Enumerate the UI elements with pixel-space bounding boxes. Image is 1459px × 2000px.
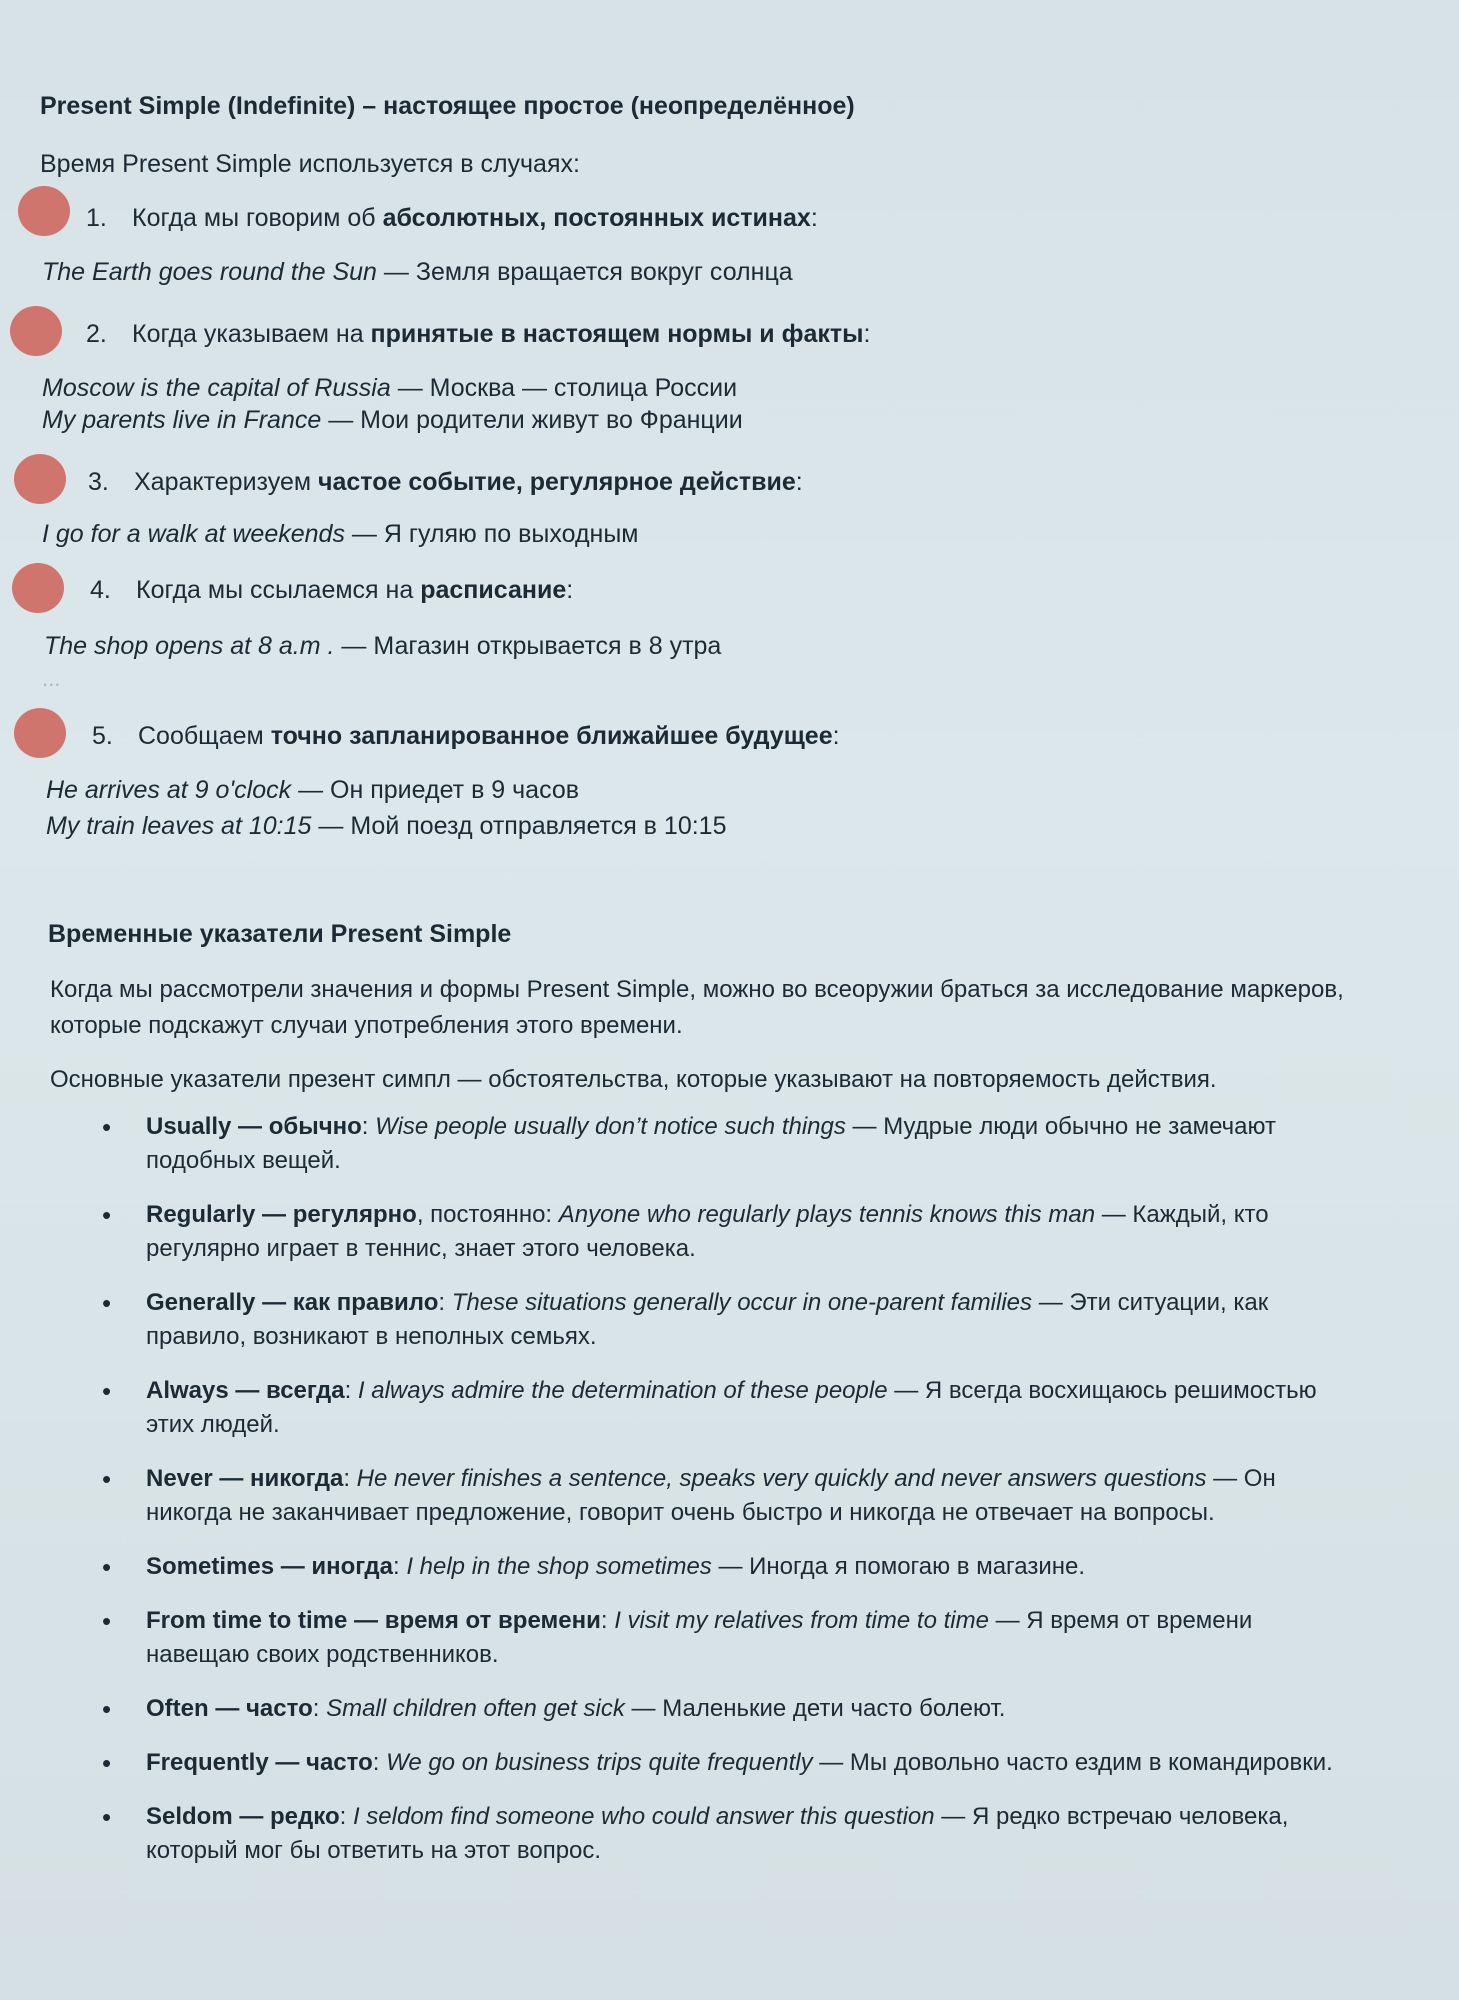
case-emphasis: принятые в настоящем нормы и факты	[370, 320, 864, 348]
list-item: • Always — всегда: I always admire the determination of these people — Я всегда восхищаюсь решимостью этих людей.	[96, 1374, 1346, 1442]
case-tail: :	[566, 576, 574, 604]
section-paragraph: Основные указатели презент симпл — обстоятельства, которые указывают на повторяемость действия.	[50, 1066, 1217, 1093]
page-title: Present Simple (Indefinite) – настоящее простое (неопределённое)	[40, 92, 855, 120]
marker-term: From time to time — время от времени	[146, 1607, 601, 1634]
red-dot-marker	[14, 708, 66, 758]
marker-example-en: I always admire the determination of these people	[357, 1377, 888, 1404]
marker-pre: , постоянно	[416, 1201, 546, 1228]
example-ru: — Я гуляю по выходным	[344, 520, 639, 548]
marker-term: Sometimes — иногда	[146, 1553, 393, 1580]
marker-term: Regularly — регулярно	[146, 1201, 417, 1228]
red-dot-marker	[10, 306, 62, 356]
marker-example-en: Small children often get sick	[326, 1695, 625, 1722]
list-item: • Often — часто: Small children often get sick — Маленькие дети часто болеют.	[96, 1692, 1346, 1726]
marker-example-ru: — Эти ситуации, как правило, возникают в неполных семьях.	[146, 1289, 1269, 1350]
marker-example-en: I seldom find someone who could answer this question	[352, 1803, 935, 1830]
example-en: He arrives at 9 o'clock	[46, 776, 292, 804]
marker-term: Always — всегда	[146, 1377, 345, 1404]
list-item: • Seldom — редко: I seldom find someone who could answer this question — Я редко встречаю человека, который мог бы ответить на этот вопрос.	[96, 1800, 1346, 1868]
example-en: The Earth goes round the Sun	[42, 258, 377, 286]
example-ru: — Мои родители живут во Франции	[321, 406, 743, 434]
marker-example-ru: — Каждый, кто регулярно играет в теннис, знает этого человека.	[146, 1201, 1269, 1262]
case-tail: :	[810, 204, 818, 232]
marker-example-en: These situations generally occur in one-parent families	[451, 1289, 1033, 1316]
example-ru: — Мой поезд отправляется в 10:15	[311, 812, 727, 840]
example-line	[42, 406, 743, 435]
case-text: Когда мы ссылаемся на	[136, 576, 421, 604]
example-ru: — Магазин открывается в 8 утра	[334, 632, 722, 660]
list-item: • Usually — обычно: Wise people usually don’t notice such things — Мудрые люди обычно не замечают подобных вещей.	[96, 1110, 1346, 1178]
marker-term: Usually — обычно	[146, 1113, 362, 1140]
case-tail: :	[795, 468, 803, 496]
example-line	[42, 374, 737, 403]
faded-handwriting: ...	[42, 666, 61, 691]
case-text: Сообщаем	[138, 722, 271, 750]
case-item	[90, 576, 573, 605]
case-number: 4.	[90, 576, 111, 604]
marker-term: Frequently — часто	[146, 1749, 373, 1776]
case-emphasis: точно запланированное ближайшее будущее	[270, 722, 833, 750]
case-number: 1.	[86, 204, 107, 232]
case-emphasis: абсолютных, постоянных истинах	[382, 204, 811, 232]
example-en: My parents live in France	[42, 406, 322, 434]
example-line	[44, 632, 721, 661]
example-line	[46, 776, 579, 805]
list-item: • Frequently — часто: We go on business trips quite frequently — Мы довольно часто ездим в командировки.	[96, 1746, 1346, 1780]
list-item: • Never — никогда: He never finishes a sentence, speaks very quickly and never answers questions — Он никогда не заканчивает предложение, говорит очень быстро и никогда не отвечает на вопросы.	[96, 1462, 1346, 1530]
marker-example-en: We go on business trips quite frequently	[386, 1749, 813, 1776]
marker-example-en: He never finishes a sentence, speaks very quickly and never answers questions	[356, 1465, 1207, 1492]
case-tail: :	[863, 320, 871, 348]
marker-example-en: I visit my relatives from time to time	[614, 1607, 989, 1634]
case-item	[86, 320, 870, 349]
example-en: The shop opens at 8 a.m .	[44, 632, 335, 660]
case-emphasis: расписание	[420, 576, 567, 604]
example-ru: — Земля вращается вокруг солнца	[376, 258, 793, 286]
marker-example-ru: — Я всегда восхищаюсь решимостью этих людей.	[146, 1377, 1317, 1438]
example-ru: — Москва — столица России	[390, 374, 738, 402]
example-line	[42, 258, 793, 287]
time-markers-list	[96, 1110, 1346, 1888]
red-dot-marker	[18, 186, 70, 236]
example-en: My train leaves at 10:15	[46, 812, 312, 840]
red-dot-marker	[12, 563, 64, 613]
case-number: 3.	[88, 468, 109, 496]
case-item	[88, 468, 803, 497]
case-number: 5.	[92, 722, 113, 750]
marker-term: Never — никогда	[146, 1465, 344, 1492]
red-dot-marker	[14, 454, 66, 504]
section-paragraph: Когда мы рассмотрели значения и формы Present Simple, можно во всеоружии браться за исследование маркеров, которые подскажут случаи употребления этого времени.	[50, 976, 1344, 1039]
example-line	[46, 812, 726, 841]
case-text: Когда указываем на	[132, 320, 371, 348]
case-tail: :	[832, 722, 840, 750]
example-en: I go for a walk at weekends	[42, 520, 345, 548]
list-item: • Generally — как правило: These situations generally occur in one-parent families — Эти ситуации, как правило, возникают в неполных семьях.	[96, 1286, 1346, 1354]
intro-text: Время Present Simple используется в случаях:	[40, 150, 580, 178]
marker-example-ru: — Он никогда не заканчивает предложение, говорит очень быстро и никогда не отвечает на вопросы.	[146, 1465, 1276, 1526]
case-text: Когда мы говорим об	[132, 204, 383, 232]
example-ru: — Он приедет в 9 часов	[291, 776, 580, 804]
list-item: • Regularly — регулярно, постоянно: Anyone who regularly plays tennis knows this man — Каждый, кто регулярно играет в теннис, знает этого человека.	[96, 1198, 1346, 1266]
marker-example-ru: — Я редко встречаю человека, который мог бы ответить на этот вопрос.	[146, 1803, 1289, 1864]
case-emphasis: частое событие, регулярное действие	[317, 468, 796, 496]
marker-example-en: I help in the shop sometimes	[406, 1553, 712, 1580]
marker-example-ru: — Маленькие дети часто болеют.	[624, 1695, 1006, 1722]
marker-example-ru: — Мудрые люди обычно не замечают подобных вещей.	[146, 1113, 1276, 1174]
example-line	[42, 520, 639, 549]
marker-term: Often — часто	[146, 1695, 313, 1722]
list-item: • From time to time — время от времени: I visit my relatives from time to time — Я время от времени навещаю своих родственников.	[96, 1604, 1346, 1672]
section-heading: Временные указатели Present Simple	[48, 920, 512, 948]
marker-example-en: Anyone who regularly plays tennis knows this man	[558, 1201, 1096, 1228]
marker-term: Generally — как правило	[146, 1289, 439, 1316]
list-item: • Sometimes — иногда: I help in the shop sometimes — Иногда я помогаю в магазине.	[96, 1550, 1346, 1584]
marker-term: Seldom — редко	[146, 1803, 340, 1830]
marker-example-ru: — Иногда я помогаю в магазине.	[711, 1553, 1086, 1580]
example-en: Moscow is the capital of Russia	[42, 374, 391, 402]
marker-example-en: Wise people usually don’t notice such things	[375, 1113, 846, 1140]
case-text: Характеризуем	[134, 468, 318, 496]
marker-example-ru: — Мы довольно часто ездим в командировки.	[812, 1749, 1333, 1776]
case-item	[92, 722, 840, 751]
case-item	[86, 204, 818, 233]
marker-example-ru: — Я время от времени навещаю своих родственников.	[146, 1607, 1253, 1668]
case-number: 2.	[86, 320, 107, 348]
